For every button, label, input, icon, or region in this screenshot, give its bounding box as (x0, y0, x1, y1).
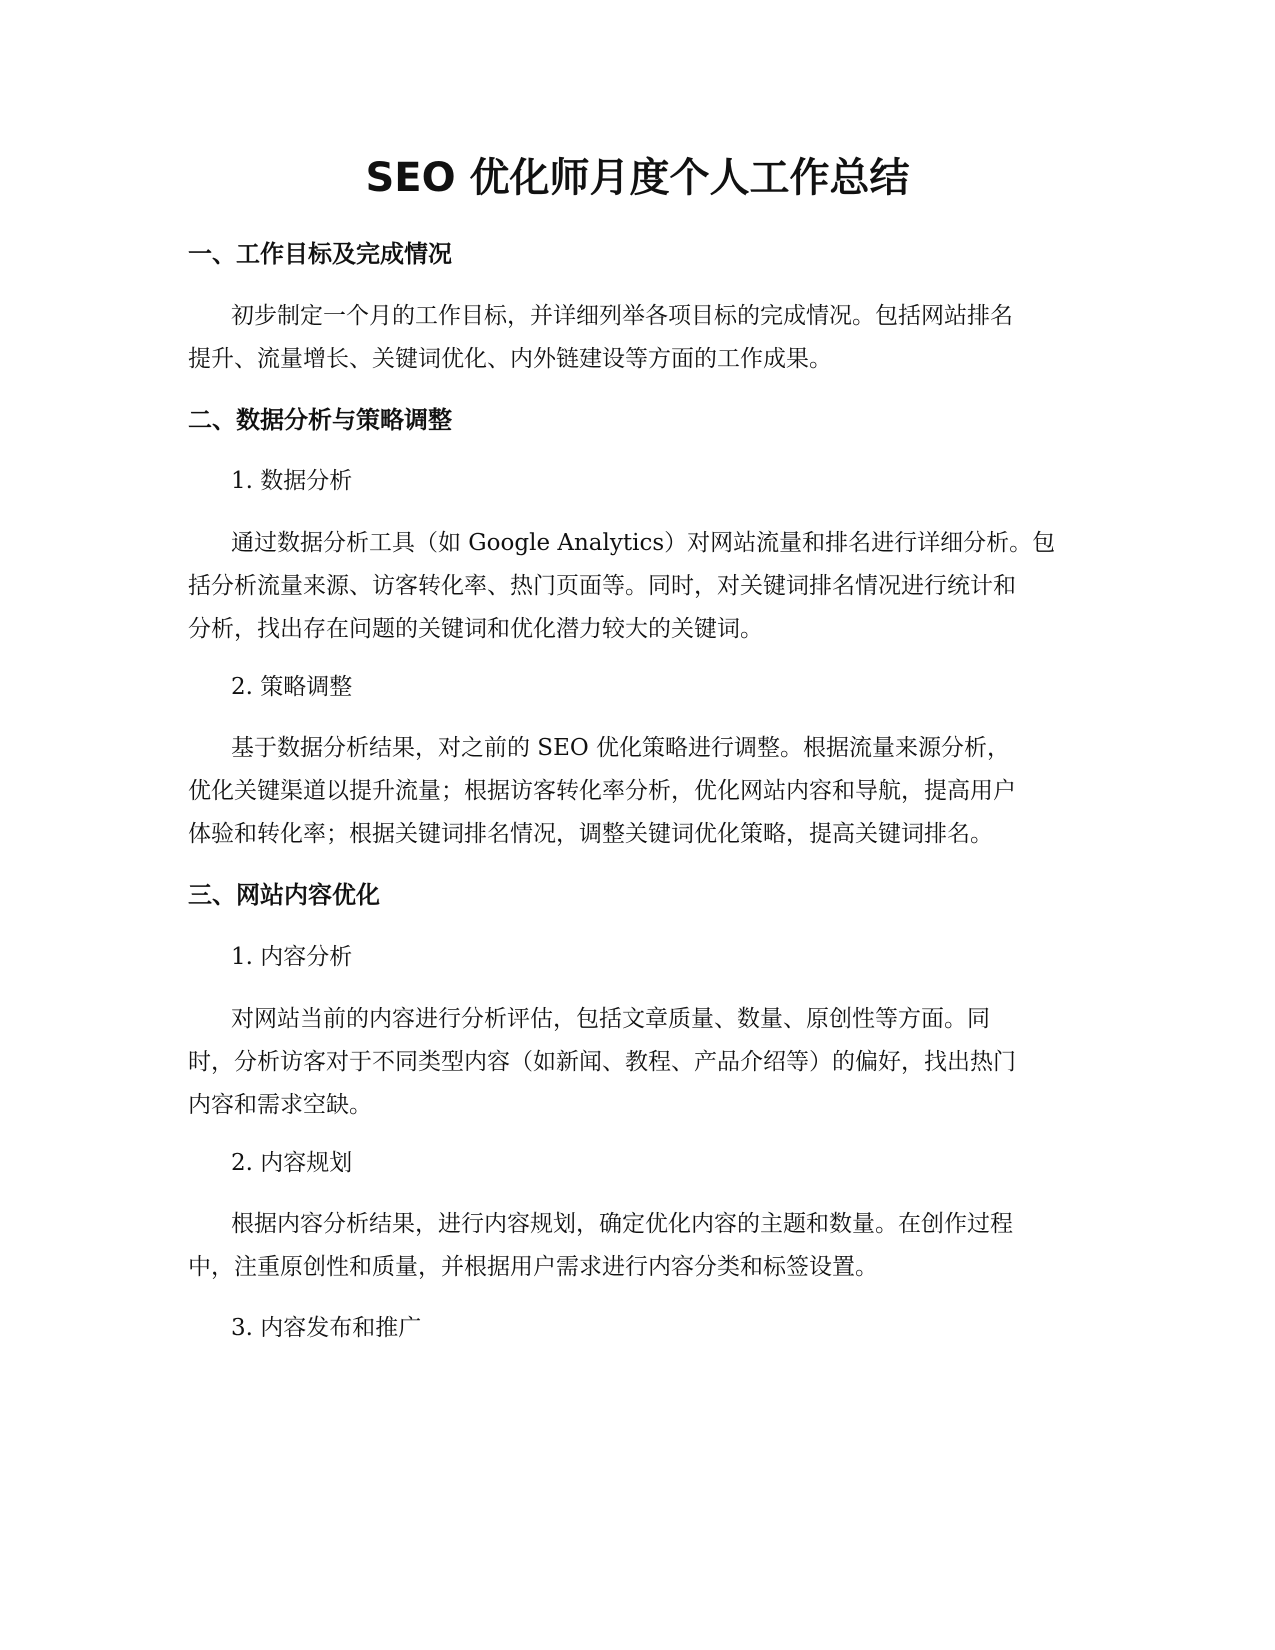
paragraph-line: 对网站当前的内容进行分析评估，包括文章质量、数量、原创性等方面。同 (231, 1006, 990, 1032)
section-heading-goals: 一、工作目标及完成情况 (188, 240, 452, 268)
paragraph-goals (188, 298, 1088, 384)
paragraph-data-analysis (188, 525, 1088, 654)
subheading-strategy-adjustment: 2. 策略调整 (231, 674, 353, 700)
paragraph-line: 通过数据分析工具（如 Google Analytics）对网站流量和排名进行详细分析。包 (231, 530, 1056, 556)
paragraph-line: 分析，找出存在问题的关键词和优化潜力较大的关键词。 (188, 616, 763, 642)
paragraph-line: 内容和需求空缺。 (188, 1092, 372, 1118)
paragraph-line: 初步制定一个月的工作目标，并详细列举各项目标的完成情况。包括网站排名 (231, 303, 1013, 329)
paragraph-strategy-adjustment (188, 730, 1088, 859)
subheading-content-analysis: 1. 内容分析 (231, 944, 353, 970)
paragraph-line: 体验和转化率；根据关键词排名情况，调整关键词优化策略，提高关键词排名。 (188, 821, 993, 847)
subheading-content-publishing: 3. 内容发布和推广 (231, 1315, 422, 1341)
paragraph-line: 根据内容分析结果，进行内容规划，确定优化内容的主题和数量。在创作过程 (231, 1211, 1013, 1237)
paragraph-line: 时，分析访客对于不同类型内容（如新闻、教程、产品介绍等）的偏好，找出热门 (188, 1049, 1016, 1075)
paragraph-line: 基于数据分析结果，对之前的 SEO 优化策略进行调整。根据流量来源分析， (231, 735, 1011, 761)
subheading-content-planning: 2. 内容规划 (231, 1150, 353, 1176)
document-title: SEO 优化师月度个人工作总结 (365, 155, 910, 201)
paragraph-line: 提升、流量增长、关键词优化、内外链建设等方面的工作成果。 (188, 346, 832, 372)
section-heading-content-optimization: 三、网站内容优化 (188, 881, 380, 909)
paragraph-content-planning (188, 1206, 1088, 1292)
paragraph-content-analysis (188, 1001, 1088, 1130)
paragraph-line: 中，注重原创性和质量，并根据用户需求进行内容分类和标签设置。 (188, 1254, 878, 1280)
subheading-data-analysis: 1. 数据分析 (231, 468, 353, 494)
paragraph-line: 优化关键渠道以提升流量；根据访客转化率分析，优化网站内容和导航，提高用户 (188, 778, 1016, 804)
section-heading-data-analysis: 二、数据分析与策略调整 (188, 406, 452, 434)
paragraph-line: 括分析流量来源、访客转化率、热门页面等。同时，对关键词排名情况进行统计和 (188, 573, 1016, 599)
